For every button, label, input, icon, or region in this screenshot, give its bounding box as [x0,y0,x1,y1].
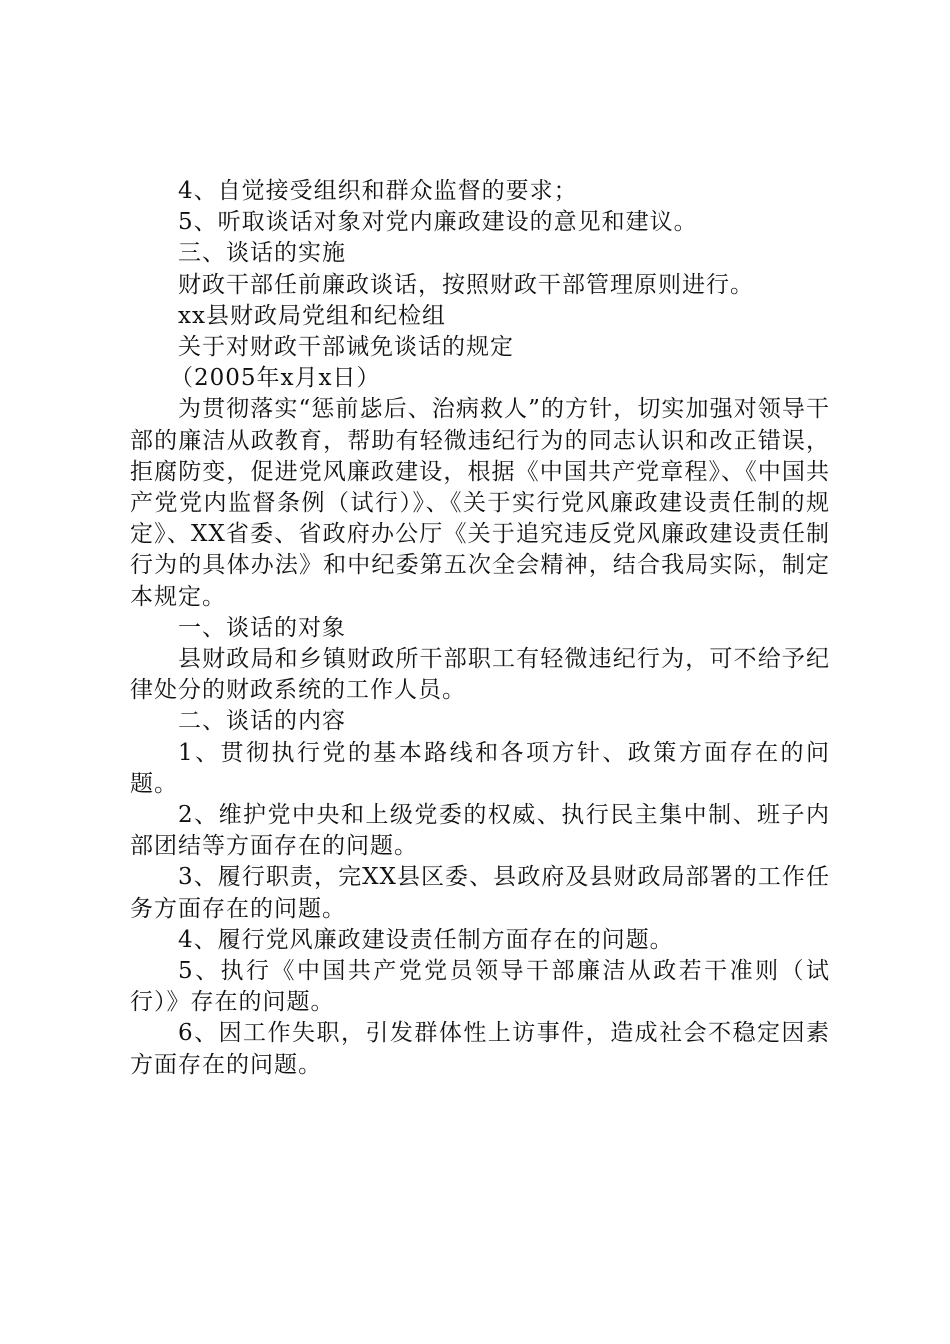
section-heading: 一、谈话的对象 [178,614,346,641]
list-item: 1、贯彻执行党的基本路线和各项方针、政策方面存在的问题。 [130,739,830,797]
list-item: 6、因工作失职，引发群体性上访事件，造成社会不稳定因素方面存在的问题。 [130,1020,830,1078]
document-title: 关于对财政干部诫免谈话的规定 [178,334,514,361]
list-item: 4、履行党风廉政建设责任制方面存在的问题。 [178,926,674,953]
list-item: 3、履行职责，完XX县区委、县政府及县财政局部署的工作任务方面存在的问题。 [130,864,830,922]
section-heading: 二、谈话的内容 [178,708,346,735]
document-body [130,176,830,1081]
issuer-line: xx县财政局党组和纪检组 [178,302,446,329]
text-line: 4、自觉接受组织和群众监督的要求； [178,178,578,204]
text-line: 5、听取谈话对象对党内廉政建设的意见和建议。 [178,209,698,236]
intro-paragraph: 为贯彻落实“惩前毖后、治病救人”的方针，切实加强对领导干部的廉洁从政教育，帮助有轻微违纪行为的同志认识和改正错误，拒腐防变，促进党风廉政建设，根据《中国共产党章程》、《中国共产党党内监督条例（试行）》、《关于实行党风廉政建设责任制的规定》、XX省委、省政府办公厅《关于追究违反党风廉政建设责任制行为的具体办法》和中纪委第五次全会精神，结合我局实际，制定本规定。 [130,396,830,610]
list-item: 5、执行《中国共产党党员领导干部廉洁从政若干准则（试行）》存在的问题。 [130,958,830,1016]
text-line: 财政干部任前廉政谈话，按照财政干部管理原则进行。 [178,271,754,298]
document-date: （2005年x月x日） [170,365,381,392]
list-item: 2、维护党中央和上级党委的权威、执行民主集中制、班子内部团结等方面存在的问题。 [130,802,830,860]
section-heading: 三、谈话的实施 [178,240,346,267]
section-paragraph: 县财政局和乡镇财政所干部职工有轻微违纪行为，可不给予纪律处分的财政系统的工作人员。 [130,646,830,704]
